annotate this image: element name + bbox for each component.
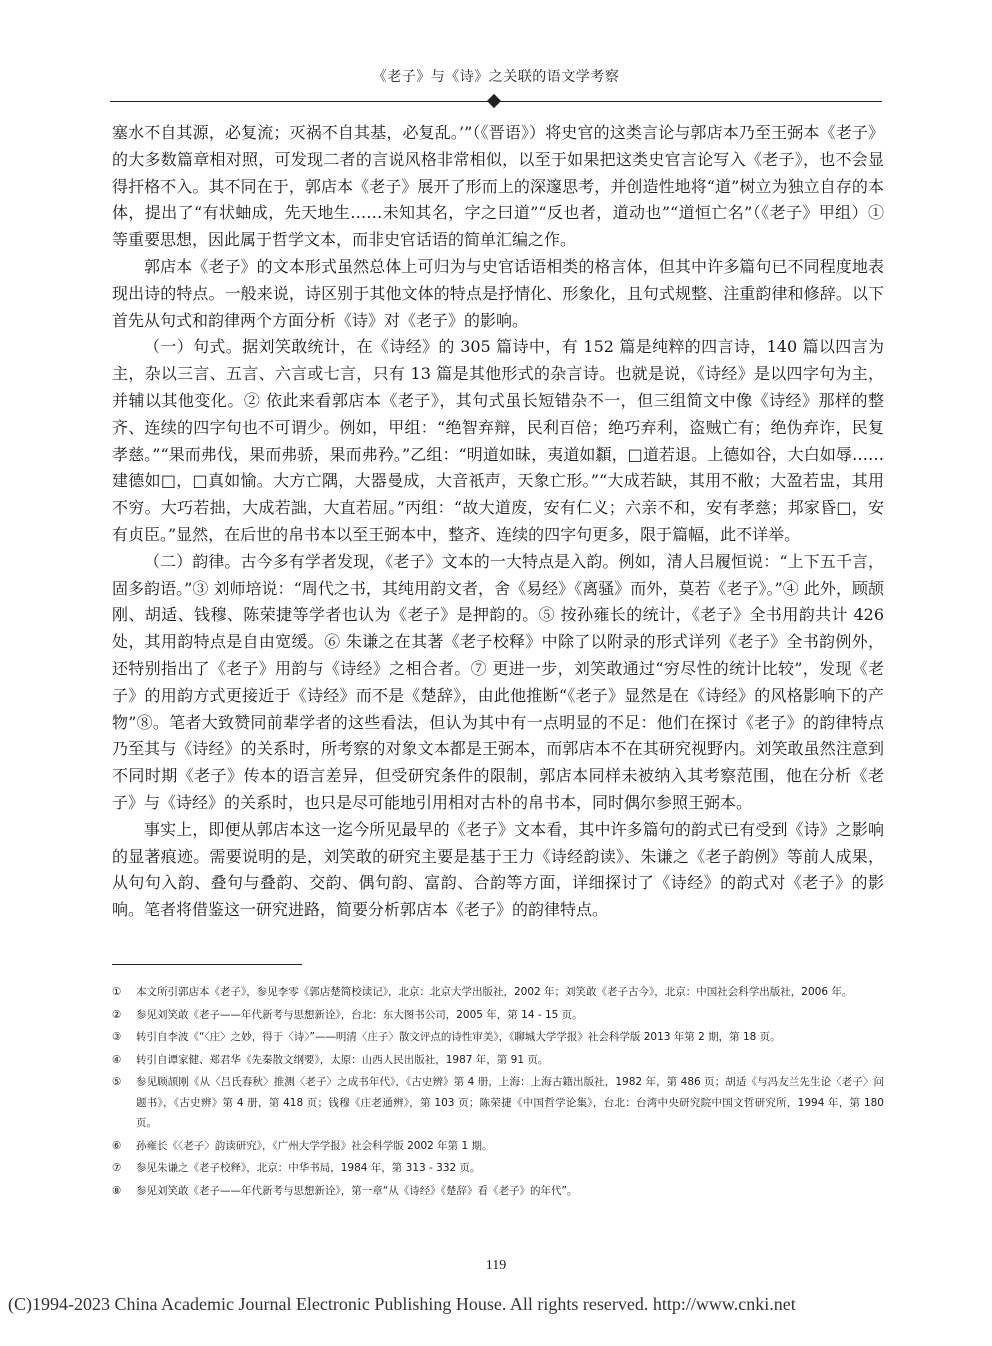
footnote <box>112 1027 884 1048</box>
footnote-marker: ⑤ <box>112 1076 122 1088</box>
copyright-notice: (C)1994-2023 China Academic Journal Electronic Publishing House. All rights reserved. http://www.cnki.net <box>8 1294 796 1314</box>
header-divider <box>110 95 882 109</box>
footnote-marker: ⑦ <box>112 1162 122 1174</box>
footnote-marker: ① <box>112 986 122 998</box>
footnote <box>112 1005 884 1026</box>
footnote-text: 孙雍长《〈老子〉韵读研究》，《广州大学学报》社会科学版 2002 年第 1 期。 <box>136 1139 493 1152</box>
footnote-marker: ④ <box>112 1053 122 1066</box>
paragraph: 郭店本《老子》的文本形式虽然总体上可归为与史官话语相类的格言体，但其中许多篇句已不同程度地表现出诗的特点。一般来说，诗区别于其他文体的特点是抒情化、形象化，且句式规整、注重韵律和修辞。以下首先从句式和韵律两个方面分析《诗》对《老子》的影响。 <box>112 256 884 330</box>
footnote-text: 转引自谭家健、郑君华《先秦散文纲要》，太原：山西人民出版社，1987 年，第 91 页。 <box>136 1053 549 1066</box>
paragraph: （二）韵律。古今多有学者发现，《老子》文本的一大特点是入韵。例如，清人吕履恒说：“上下五千言，固多韵语。”③ 刘师培说：“周代之书，其纯用韵文者，舍《易经》《离骚》而外，莫若《老子》。”④ 此外，顾颉刚、胡适、钱穆、陈荣捷等学者也认为《老子》是押韵的。⑤ 按孙雍长的统计，《老子》全书用韵共计 426 处，其用韵特点是自由宽缓。⑥ 朱谦之在其著《老子校释》中除了以附录的形式详列《老子》全书韵例外，还特别指出了《老子》用韵与《诗经》之相合者。⑦ 更进一步，刘笑敢通过“穷尽性的统计比较”，发现《老子》的用韵方式更接近于《诗经》而不是《楚辞》，由此他推断“《老子》显然是在《诗经》的风格影响下的产物”⑧。笔者大致赞同前辈学者的这些看法，但认为其中有一点明显的不足：他们在探讨《老子》的韵律特点乃至其与《诗经》的关系时，所考察的对象文本都是王弼本，而郭店本不在其研究视野内。刘笑敢虽然注意到不同时期《老子》传本的语言差异，但受研究条件的限制，郭店本同样未被纳入其考察范围，他在分析《老子》与《诗经》的关系时，也只是尽可能地引用相对古朴的帛书本，同时偶尔参照王弼本。 <box>112 551 884 812</box>
footnote-marker: ⑥ <box>112 1139 122 1152</box>
footnote-text: 参见顾颉刚《从〈吕氏春秋〉推测〈老子〉之成书年代》，《古史辨》第 4 册，上海：上海古籍出版社，1982 年，第 486 页；胡适《与冯友兰先生论〈老子〉问题书》，《古史辨》第 4 册，第 418 页；钱穆《庄老通辨》，第 103 页；陈荣捷《中国哲学论集》，台北：台湾中央研究院中国文哲研究所，1994 年，第 180 页。 <box>136 1076 884 1129</box>
footnote <box>112 1181 884 1202</box>
footnote <box>112 1136 884 1157</box>
footnote-text: 参见刘笑敢《老子——年代新考与思想新诠》，台北：东大图书公司，2005 年，第 14 - 15 页。 <box>136 1008 583 1021</box>
footnote <box>112 982 884 1003</box>
footnote-text: 参见刘笑敢《老子——年代新考与思想新诠》，第一章“从《诗经》《楚辞》看《老子》的年代”。 <box>136 1184 578 1197</box>
running-header: 《老子》与《诗》之关联的语文学考察 <box>372 69 620 85</box>
footnote-text: 转引自李波《“〈庄〉之妙，得于〈诗〉”——明清〈庄子〉散文评点的诗性审美》，《聊城大学学报》社会科学版 2013 年第 2 期，第 18 页。 <box>136 1031 781 1043</box>
footnote <box>112 1050 884 1071</box>
footnote <box>112 1072 884 1134</box>
footnote-text: 参见朱谦之《老子校释》，北京：中华书局，1984 年，第 313 - 332 页。 <box>136 1162 481 1174</box>
footnote-text: 本文所引郭店本《老子》，参见李零《郭店楚简校读记》，北京：北京大学出版社，2002 年；刘笑敢《老子古今》，北京：中国社会科学出版社，2006 年。 <box>136 986 853 998</box>
paragraph: （一）句式。据刘笑敢统计，在《诗经》的 305 篇诗中，有 152 篇是纯粹的四言诗，140 篇以四言为主，杂以三言、五言、六言或七言，只有 13 篇是其他形式的杂言诗。也就是说，《诗经》是以四字句为主，并辅以其他变化。② 依此来看郭店本《老子》，其句式虽长短错杂不一，但三组简文中像《诗经》那样的整齐、连续的四字句也不可谓少。例如，甲组：“绝智弃辩，民利百倍；绝巧弃利，盗贼亡有；绝伪弃诈，民复孝慈。”“果而弗伐，果而弗骄，果而弗矜。”乙组：“明道如昧，夷道如纇，□道若退。上德如谷，大白如辱……建德如□，□真如愉。大方亡隅，大器曼成，大音祇声，天象亡形。”“大成若缺，其用不敝；大盈若盅，其用不穷。大巧若拙，大成若詘，大直若屈。”丙组：“故大道废，安有仁义；六亲不和，安有孝慈；邦家昏□，安有贞臣。”显然，在后世的帛书本以至王弼本中，整齐、连续的四字句更多，限于篇幅，此不详举。 <box>112 337 884 544</box>
diamond-ornament-icon <box>487 94 501 108</box>
footnote <box>112 1158 884 1179</box>
paragraph: 塞水不自其源，必复流；灭祸不自其基，必复乱。’”（《晋语》）将史官的这类言论与郭店本乃至王弼本《老子》的大多数篇章相对照，可发现二者的言说风格非常相似，以至于如果把这类史官言论写入《老子》，也不会显得扞格不入。其不同在于，郭店本《老子》展开了形而上的深邃思考，并创造性地将“道”树立为独立自存的本体，提出了“有状蚰成，先天地生……未知其名，字之曰道”“反也者，道动也”“道恒亡名”（《老子》甲组）① 等重要思想，因此属于哲学文本，而非史官话语的简单汇编之作。 <box>112 123 884 250</box>
page-number: 119 <box>485 1258 507 1273</box>
paragraph: 事实上，即便从郭店本这一迄今所见最早的《老子》文本看，其中许多篇句的韵式已有受到《诗》之影响的显著痕迹。需要说明的是，刘笑敢的研究主要是基于王力《诗经韵读》、朱谦之《老子韵例》等前人成果，从句句入韵、叠句与叠韵、交韵、偶句韵、富韵、合韵等方面，详细探讨了《诗经》的韵式对《老子》的影响。笔者将借鉴这一研究进路，简要分析郭店本《老子》的韵律特点。 <box>112 819 884 920</box>
main-text <box>112 120 884 924</box>
footnote-marker: ⑧ <box>112 1184 122 1197</box>
footnote-marker: ③ <box>112 1031 122 1043</box>
footnotes <box>112 982 884 1203</box>
footnote-separator <box>112 964 302 965</box>
footnote-marker: ② <box>112 1008 122 1021</box>
